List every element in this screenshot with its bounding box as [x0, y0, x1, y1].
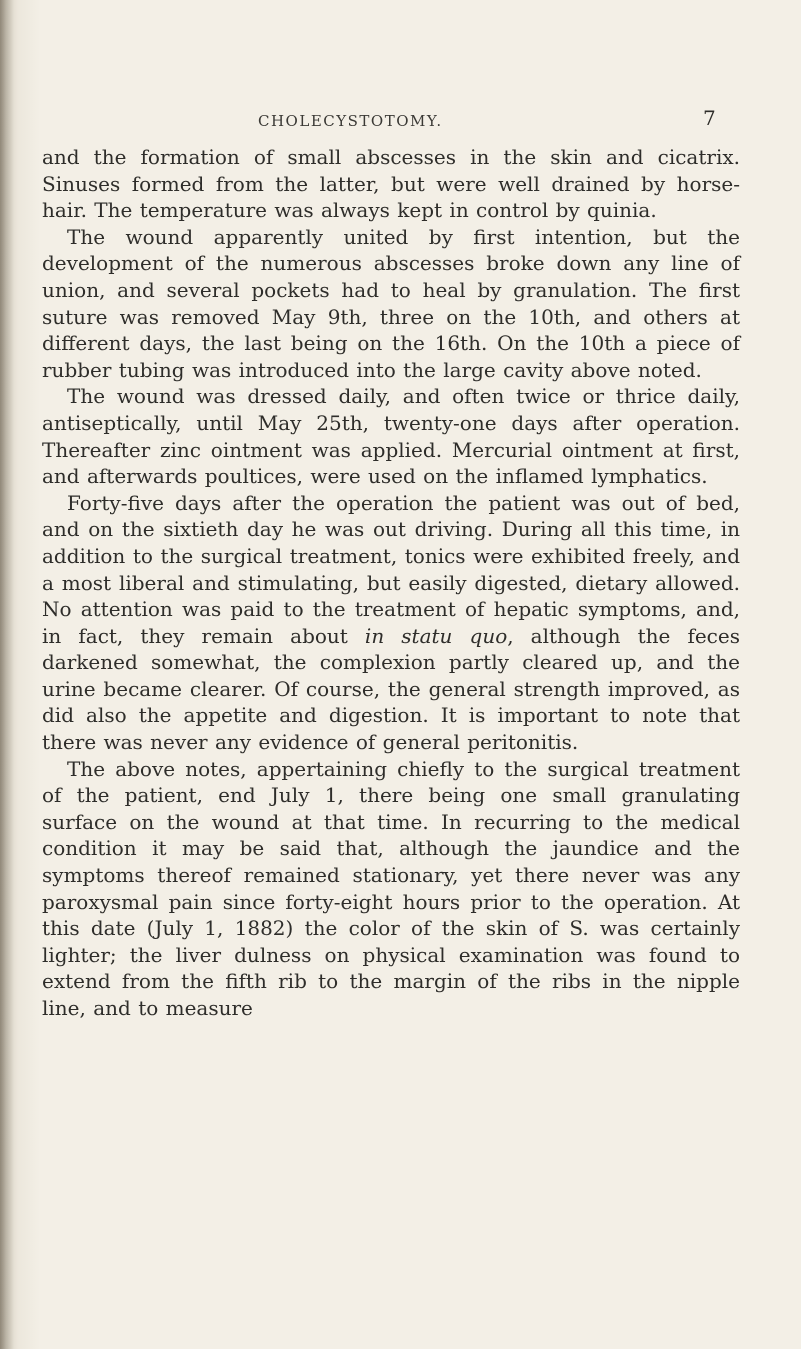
- italic-phrase: in statu quo: [364, 623, 508, 648]
- paragraph-text: Forty-five days after the operation the patient was out of bed, and on the sixtieth day he was out driving. During all this time, in addition to the surgical treatment, tonics were exhibited freely, and a most liberal and stimulating, but easily digested, dietary allowed. No attention was paid to the treatment of hepatic symptoms, and, in fact, they remain about: [42, 490, 740, 648]
- running-head: CHOLECYSTOTOMY.: [258, 112, 443, 130]
- paragraph-text: , although the feces darkened somewhat, the complexion partly cleared up, and the urine became clearer. Of course, the general strength improved, as did also the appetite and digestion. It is important to note that there was never any evidence of general peritonitis.: [42, 623, 740, 755]
- paragraph: [42, 490, 740, 756]
- page-header: [0, 106, 801, 136]
- paragraph: The wound apparently united by first intention, but the development of the numerous abscesses broke down any line of union, and several pockets had to heal by granulation. The first suture was removed May 9th, three on the 10th, and others at different days, the last being on the 16th. On the 10th a piece of rubber tubing was introduced into the large cavity above noted.: [42, 224, 740, 382]
- page-number: 7: [703, 106, 716, 130]
- paragraph: The above notes, appertaining chiefly to the surgical treatment of the patient, end July 1, there being one small granulating surface on the wound at that time. In recurring to the medical condition it may be said that, although the jaundice and the symptoms thereof remained stationary, yet there never was any paroxysmal pain since forty-eight hours prior to the operation. At this date (July 1, 1882) the color of the skin of S. was certainly lighter; the liver dulness on physical examination was found to extend from the fifth rib to the margin of the ribs in the nipple line, and to measure: [42, 756, 740, 1020]
- body-text: [42, 144, 740, 1022]
- paragraph: The wound was dressed daily, and often twice or thrice daily, antiseptically, until May 25th, twenty-one days after operation. Thereafter zinc ointment was applied. Mercurial ointment at first, and afterwards poultices, were used on the inflamed lymphatics.: [42, 384, 740, 489]
- paragraph: and the formation of small abscesses in the skin and cicatrix. Sinuses formed from the latter, but were well drained by horse-hair. The temperature was always kept in control by quinia.: [42, 145, 740, 223]
- binding-shadow: [0, 0, 14, 1349]
